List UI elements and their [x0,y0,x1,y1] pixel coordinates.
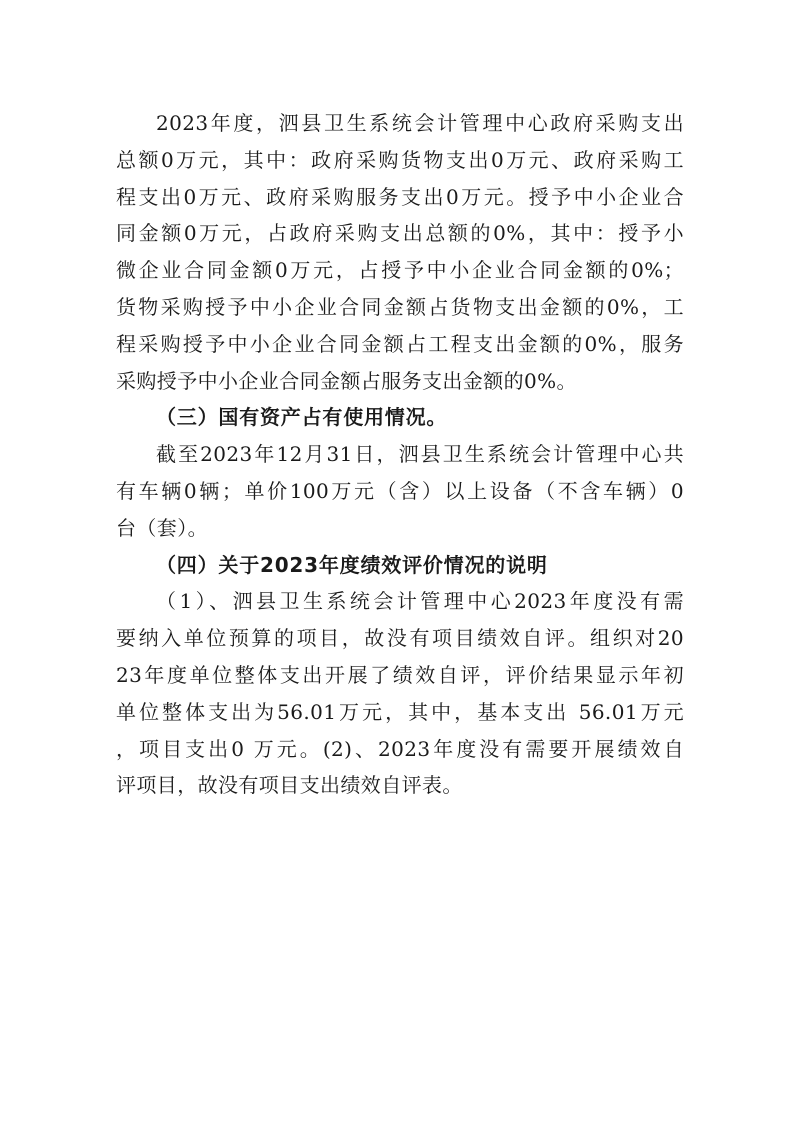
paragraph-line: 评项目，故没有项目支出绩效自评表。 [116,773,463,798]
paragraph-line: 单位整体支出为56.01万元，其中，基本支出 56.01万元 [116,699,684,724]
paragraph-line: （1）、泗县卫生系统会计管理中心2023年度没有需 [156,589,684,614]
paragraph-line: 程支出0万元、政府采购服务支出0万元。授予中小企业合 [116,184,684,209]
section-heading: （三）国有资产占有使用情况。 [156,405,448,430]
paragraph-line: 要纳入单位预算的项目，故没有项目绩效自评。组织对20 [116,626,684,651]
document-body [116,105,684,804]
paragraph-line: 同金额0万元，占政府采购支出总额的0%，其中：授予小 [116,221,684,246]
paragraph-line: 程采购授予中小企业合同金额占工程支出金额的0%，服务 [116,331,684,356]
paragraph-line: ，项目支出0 万元。(2)、2023年度没有需要开展绩效自 [116,736,684,761]
paragraph-line: 采购授予中小企业合同金额占服务支出金额的0%。 [116,368,577,393]
paragraph-line: 23年度单位整体支出开展了绩效自评，评价结果显示年初 [116,662,684,687]
paragraph-line: 台（套）。 [116,515,208,540]
paragraph-line: 总额0万元，其中：政府采购货物支出0万元、政府采购工 [116,147,684,172]
paragraph-line: 2023年度，泗县卫生系统会计管理中心政府采购支出 [156,111,684,135]
paragraph-line: 货物采购授予中小企业合同金额占货物支出金额的0%，工 [116,294,684,319]
paragraph-line: 截至2023年12月31日，泗县卫生系统会计管理中心共 [156,442,684,467]
paragraph-line: 微企业合同金额0万元，占授予中小企业合同金额的0%； [116,258,684,283]
paragraph-line: 有车辆0辆；单价100万元（含）以上设备（不含车辆）0 [116,478,684,503]
section-heading: （四）关于2023年度绩效评价情况的说明 [156,552,548,577]
